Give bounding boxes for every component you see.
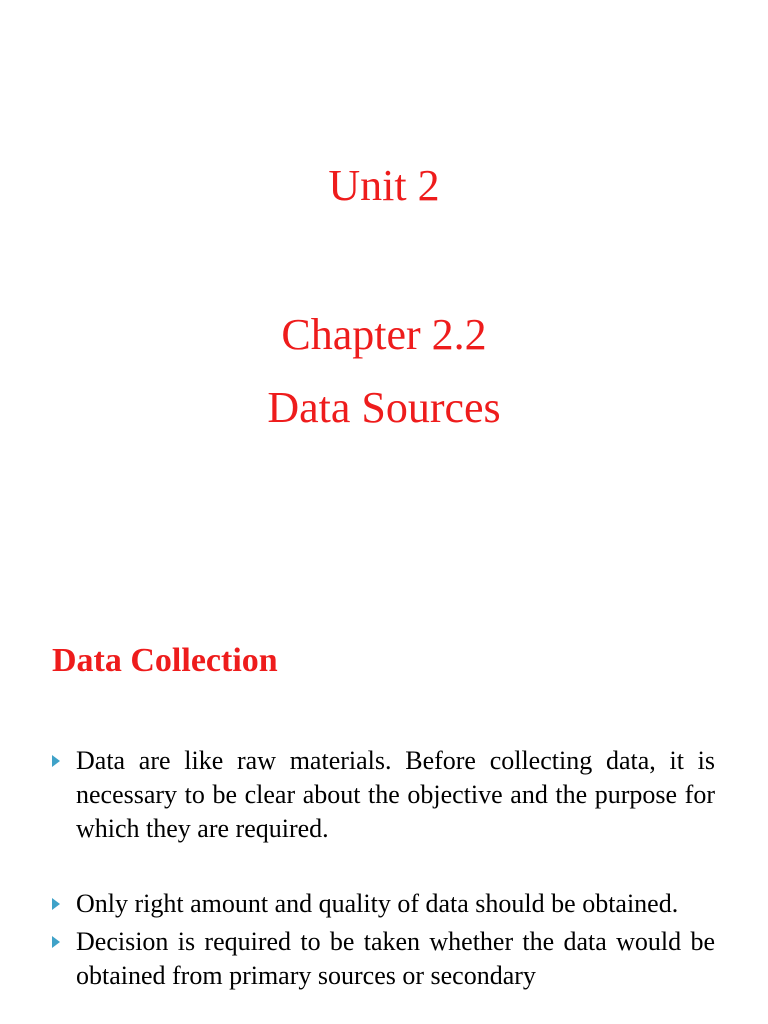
bullet-list — [52, 744, 715, 993]
bullet-text: Only right amount and quality of data should be obtained. — [76, 889, 679, 918]
section-heading: Data Collection — [52, 642, 278, 679]
bullet-text: Decision is required to be taken whether the data would be obtained from primary sources or secondary — [76, 927, 715, 990]
triangle-right-icon — [52, 925, 76, 959]
triangle-right-icon — [52, 887, 76, 921]
bullet-item — [52, 887, 715, 921]
chapter-subtitle: Data Sources — [267, 383, 501, 432]
bullet-text: Data are like raw materials. Before collecting data, it is necessary to be clear about the objective and the purpose for which they are required. — [76, 746, 715, 843]
bullet-item — [52, 744, 715, 846]
triangle-right-icon — [52, 744, 76, 778]
unit-title: Unit 2 — [328, 161, 440, 210]
chapter-title: Chapter 2.2 — [281, 310, 487, 359]
bullet-item — [52, 925, 715, 993]
